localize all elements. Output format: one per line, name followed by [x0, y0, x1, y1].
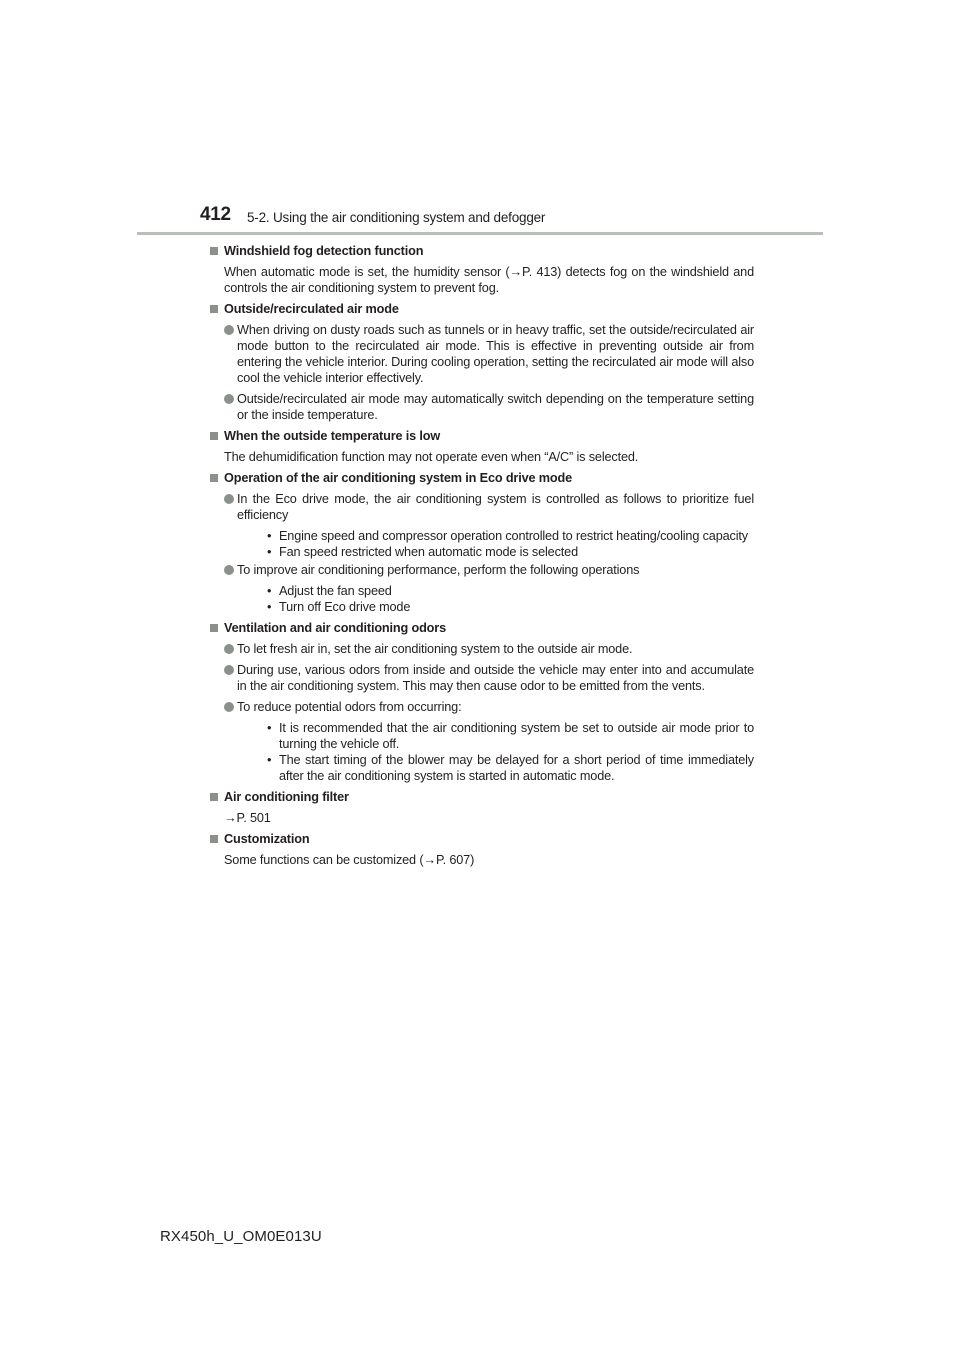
- section-heading-text: Outside/recirculated air mode: [224, 302, 399, 316]
- circle-bullet-icon: [224, 702, 234, 712]
- manual-code: RX450h_U_OM0E013U: [160, 1228, 322, 1245]
- section-heading-text: Air conditioning filter: [224, 790, 349, 804]
- square-bullet-icon: [210, 305, 218, 313]
- circle-bullet-icon: [224, 565, 234, 575]
- sub-item: [237, 752, 754, 784]
- bullet-item: [209, 662, 754, 694]
- bullet-text: To improve air conditioning performance, perform the following operations: [237, 563, 640, 577]
- sub-item-text: Fan speed restricted when automatic mode is selected: [279, 545, 578, 559]
- square-bullet-icon: [210, 247, 218, 255]
- section-heading-eco-drive: [209, 470, 754, 486]
- sub-item: [237, 583, 754, 599]
- page-number: 412: [200, 204, 231, 225]
- sub-bullet-marker: •: [267, 721, 272, 735]
- section-paragraph: Some functions can be customized (→P. 607): [224, 853, 475, 867]
- section-paragraph: The dehumidification function may not operate even when “A/C” is selected.: [224, 450, 639, 464]
- section-heading-text: When the outside temperature is low: [224, 429, 441, 443]
- square-bullet-icon: [210, 793, 218, 801]
- sub-item-text: Engine speed and compressor operation controlled to restrict heating/cooling capacity: [279, 529, 748, 543]
- sub-bullet-marker: •: [267, 584, 272, 598]
- section-heading-text: Windshield fog detection function: [224, 244, 424, 258]
- sub-bullet-marker: •: [267, 529, 272, 543]
- section-heading-ventilation-odors: [209, 620, 754, 636]
- sub-list: [237, 720, 754, 784]
- square-bullet-icon: [210, 432, 218, 440]
- sub-list: [237, 528, 754, 560]
- bullet-text: In the Eco drive mode, the air conditioning system is controlled as follows to prioritize fuel efficiency: [237, 492, 754, 522]
- section-heading-customization: [209, 831, 754, 847]
- section-heading-outside-temperature: [209, 428, 754, 444]
- section-paragraph: When automatic mode is set, the humidity sensor (→P. 413) detects fog on the windshield and controls the air conditioning system to prevent fog.: [224, 265, 754, 295]
- section-heading-windshield-fog: [209, 243, 754, 259]
- chapter-title: 5-2. Using the air conditioning system and defogger: [247, 210, 546, 225]
- bullet-item: [209, 699, 754, 784]
- sub-item-text: The start timing of the blower may be delayed for a short period of time immediately after the air conditioning system is started in automatic mode.: [279, 753, 754, 783]
- bullet-item: [209, 641, 754, 657]
- circle-bullet-icon: [224, 325, 234, 335]
- sub-item: [237, 528, 754, 544]
- sub-list: [237, 583, 754, 615]
- section-heading-text: Customization: [224, 832, 310, 846]
- page-content: [209, 241, 754, 868]
- square-bullet-icon: [210, 624, 218, 632]
- page-reference-link[interactable]: →P. 501: [224, 811, 271, 825]
- header-rule: [137, 232, 823, 235]
- bullet-text: To reduce potential odors from occurring:: [237, 700, 462, 714]
- sub-item-text: Adjust the fan speed: [279, 584, 392, 598]
- section-heading-text: Operation of the air conditioning system in Eco drive mode: [224, 471, 573, 485]
- bullet-text: When driving on dusty roads such as tunnels or in heavy traffic, set the outside/recirculated air mode button to the recirculated air mode. This is effective in preventing outside air from entering the vehicle interior. During cooling operation, setting the recirculated air mode will also cool the vehicle interior effectively.: [237, 323, 754, 385]
- square-bullet-icon: [210, 835, 218, 843]
- sub-bullet-marker: •: [267, 600, 272, 614]
- bullet-item: [209, 322, 754, 386]
- circle-bullet-icon: [224, 665, 234, 675]
- section-heading-text: Ventilation and air conditioning odors: [224, 621, 446, 635]
- sub-item-text: It is recommended that the air conditioning system be set to outside air mode prior to turning the vehicle off.: [279, 721, 754, 751]
- sub-item: [237, 544, 754, 560]
- section-heading-air-filter: [209, 789, 754, 805]
- sub-bullet-marker: •: [267, 545, 272, 559]
- square-bullet-icon: [210, 474, 218, 482]
- bullet-text: To let fresh air in, set the air conditioning system to the outside air mode.: [237, 642, 633, 656]
- bullet-text: Outside/recirculated air mode may automatically switch depending on the temperature setting or the inside temperature.: [237, 392, 754, 422]
- circle-bullet-icon: [224, 494, 234, 504]
- circle-bullet-icon: [224, 394, 234, 404]
- bullet-text: During use, various odors from inside and outside the vehicle may enter into and accumulate in the air conditioning system. This may then cause odor to be emitted from the vents.: [237, 663, 754, 693]
- bullet-item: [209, 491, 754, 560]
- sub-bullet-marker: •: [267, 753, 272, 767]
- sub-item-text: Turn off Eco drive mode: [279, 600, 411, 614]
- bullet-item: [209, 562, 754, 615]
- section-heading-outside-recirculated: [209, 301, 754, 317]
- bullet-item: [209, 391, 754, 423]
- sub-item: [237, 720, 754, 752]
- circle-bullet-icon: [224, 644, 234, 654]
- sub-item: [237, 599, 754, 615]
